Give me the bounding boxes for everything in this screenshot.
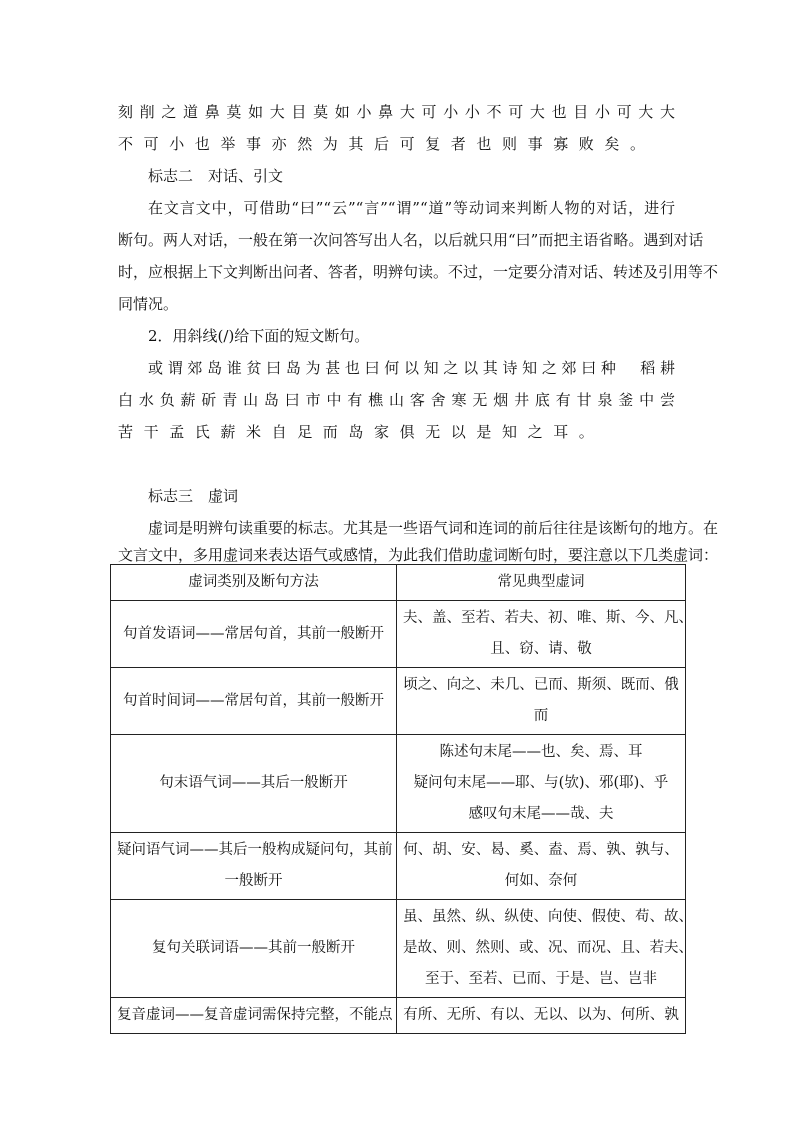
table-cell-category: 句首发语词——常居句首，其前一般断开 — [111, 601, 397, 668]
table-header-words: 常见典型虚词 — [397, 565, 686, 601]
table-header-row — [111, 565, 686, 601]
section3-body-line-2: 文言文中，多用虚词来表达语气或感情，为此我们借助虚词断句时，要注意以下几类虚词： — [118, 546, 719, 564]
table-cell-words: 虽、虽然、纵、纵使、向使、假使、苟、故、 是故、则、然则、或、况、而况、且、若夫、 至于、至若、已而、于是、岂、岂非 — [397, 900, 686, 998]
table-cell-category: 句末语气词——其后一般断开 — [111, 735, 397, 833]
exercise-passage-line-1: 或谓郊岛谁贫曰岛为甚也曰何以知之以其诗知之郊曰种 稻耕 — [148, 359, 675, 377]
table-cell-words: 夫、盖、至若、若夫、初、唯、斯、今、凡、 且、窃、请、敬 — [397, 601, 686, 668]
table-cell-category: 复音虚词——复音虚词需保持完整，不能点 — [111, 998, 397, 1034]
exercise-passage-line-2: 白水负薪斫青山岛曰市中有樵山客舍寒无烟井底有甘泉釜中尝 — [118, 391, 675, 409]
function-words-table — [110, 564, 693, 1034]
table-row — [111, 601, 686, 668]
section2-body-line-2: 断句。两人对话，一般在第一次问答写出人名，以后就只用“曰”而把主语省略。遇到对话 — [118, 231, 704, 249]
table-row — [111, 900, 686, 998]
section3-body-line-1: 虚词是明辨句读重要的标志。尤其是一些语气词和连词的前后往往是该断句的地方。在 — [148, 519, 719, 537]
section-heading-3: 标志三 虚词 — [148, 487, 239, 505]
table-cell-words: 顷之、向之、未几、已而、斯须、既而、俄 而 — [397, 668, 686, 735]
table-cell-words: 有所、无所、有以、无以、以为、何所、孰 — [397, 998, 686, 1034]
passage-line-2: 不可小也举事亦然为其后可复者也则事寡败矣。 — [118, 135, 656, 153]
table-row — [111, 735, 686, 833]
section2-body-line-1: 在文言文中，可借助“曰”“云”“言”“谓”“道”等动词来判断人物的对话，进行 — [148, 199, 675, 217]
exercise-prompt: 2．用斜线(/)给下面的短文断句。 — [148, 327, 370, 345]
exercise-passage-line-3: 苦干孟氏薪米自足而岛家俱无以是知之耳。 — [118, 423, 605, 441]
section2-body-line-3: 时，应根据上下文判断出问者、答者，明辨句读。不过，一定要分清对话、转述及引用等不 — [118, 263, 719, 281]
passage-line-1: 刻削之道鼻莫如大目莫如小鼻大可小小不可大也目小可大大 — [118, 103, 675, 121]
table-cell-words: 何、胡、安、曷、奚、盍、焉、孰、孰与、 何如、奈何 — [397, 833, 686, 900]
section-heading-2: 标志二 对话、引文 — [148, 167, 284, 185]
table-row — [111, 833, 686, 900]
section2-body-line-4: 同情况。 — [118, 295, 179, 313]
table-row — [111, 668, 686, 735]
table-cell-category: 复句关联词语——其前一般断开 — [111, 900, 397, 998]
table-cell-category: 疑问语气词——其后一般构成疑问句，其前 一般断开 — [111, 833, 397, 900]
table-row — [111, 998, 686, 1034]
table-cell-words: 陈述句末尾——也、矣、焉、耳 疑问句末尾——耶、与(欤)、邪(耶)、乎 感叹句末尾——哉、夫 — [397, 735, 686, 833]
table-cell-category: 句首时间词——常居句首，其前一般断开 — [111, 668, 397, 735]
table-header-category: 虚词类别及断句方法 — [111, 565, 397, 601]
